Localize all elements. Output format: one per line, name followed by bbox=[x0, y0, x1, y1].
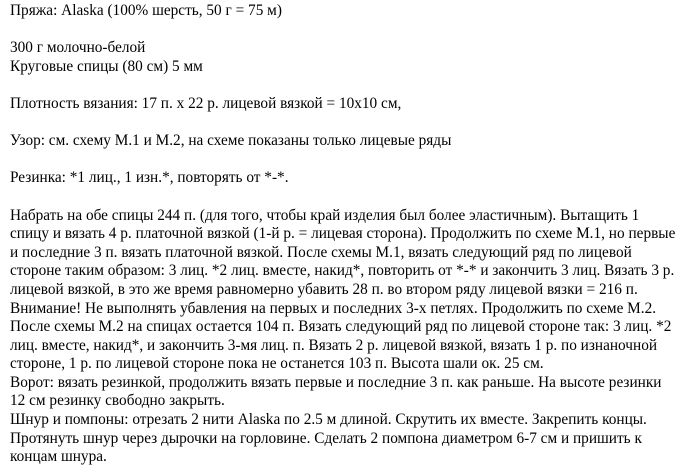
spacer bbox=[10, 188, 690, 207]
yarn-line: Пряжа: Alaska (100% шерсть, 50 г = 75 м) bbox=[10, 2, 282, 19]
instruction-line: и последние 3 п. вязать платочной вязкой. После схемы М.1, вязать следующий ряд по лицевой bbox=[10, 243, 632, 261]
materials-line-yarn-amount: 300 г молочно-белой bbox=[10, 39, 146, 57]
instruction-line: После схемы М.2 на спицах остается 104 п. Вязать следующий ряд по лицевой стороне так: 3 лиц. *2 bbox=[10, 318, 672, 336]
collar-instruction-line: Ворот: вязать резинкой, продолжить вязать первые и последние 3 п. как раньше. На высоте резинки bbox=[10, 373, 662, 391]
cord-instruction-line: Шнур и помпоны: отрезать 2 нити Alaska по 2.5 м длиной. Скрутить их вместе. Закрепить концы. bbox=[10, 411, 647, 429]
spacer bbox=[10, 76, 690, 95]
spacer bbox=[10, 21, 690, 40]
spacer bbox=[10, 114, 690, 133]
instruction-line: лиц. вместе, накид*, и закончить 3-мя лиц. п. Вязать 2 р. лицевой вязкой, вязать 1 р. по изнаночной bbox=[10, 336, 658, 354]
gauge-line: Плотность вязания: 17 п. х 22 р. лицевой вязкой = 10х10 см, bbox=[10, 94, 402, 112]
materials-line-needles: Круговые спицы (80 см) 5 мм bbox=[10, 57, 203, 75]
instruction-line: стороне таким образом: 3 лиц. *2 лиц. вместе, накид*, повторить от *-* и закончить 3 лиц. Вязать 3 р. bbox=[10, 262, 675, 280]
pattern-line: Узор: см. схему М.1 и М.2, на схеме показаны только лицевые ряды bbox=[10, 132, 452, 150]
spacer bbox=[10, 151, 690, 170]
instruction-line: Набрать на обе спицы 244 п. (для того, чтобы край изделия был более эластичным). Вытащить 1 bbox=[10, 206, 640, 224]
rib-line: Резинка: *1 лиц., 1 изн.*, повторять от *-*. bbox=[10, 169, 289, 187]
instruction-line: лицевой вязкой, в это же время равномерно убавить 28 п. во втором ряду лицевой вязки = 216 п. bbox=[10, 280, 638, 298]
cord-instruction-line: концам шнура. bbox=[10, 448, 107, 466]
instruction-line: Внимание! Не выполнять убавления на первых и последних 3-х петлях. Продолжить по схеме М.2. bbox=[10, 299, 657, 317]
instruction-line: стороне, 1 р. по лицевой стороне пока не останется 103 п. Высота шали ок. 25 см. bbox=[10, 355, 544, 373]
instruction-line: спицу и вязать 4 р. платочной вязкой (1-й р. = лицевая сторона). Продолжить по схеме М.1, но первые bbox=[10, 225, 676, 243]
cord-instruction-line: Протянуть шнур через дырочки на горловине. Сделать 2 помпона диаметром 6-7 см и пришить к bbox=[10, 429, 642, 447]
collar-instruction-line: 12 см резинку свободно закрыть. bbox=[10, 392, 225, 410]
